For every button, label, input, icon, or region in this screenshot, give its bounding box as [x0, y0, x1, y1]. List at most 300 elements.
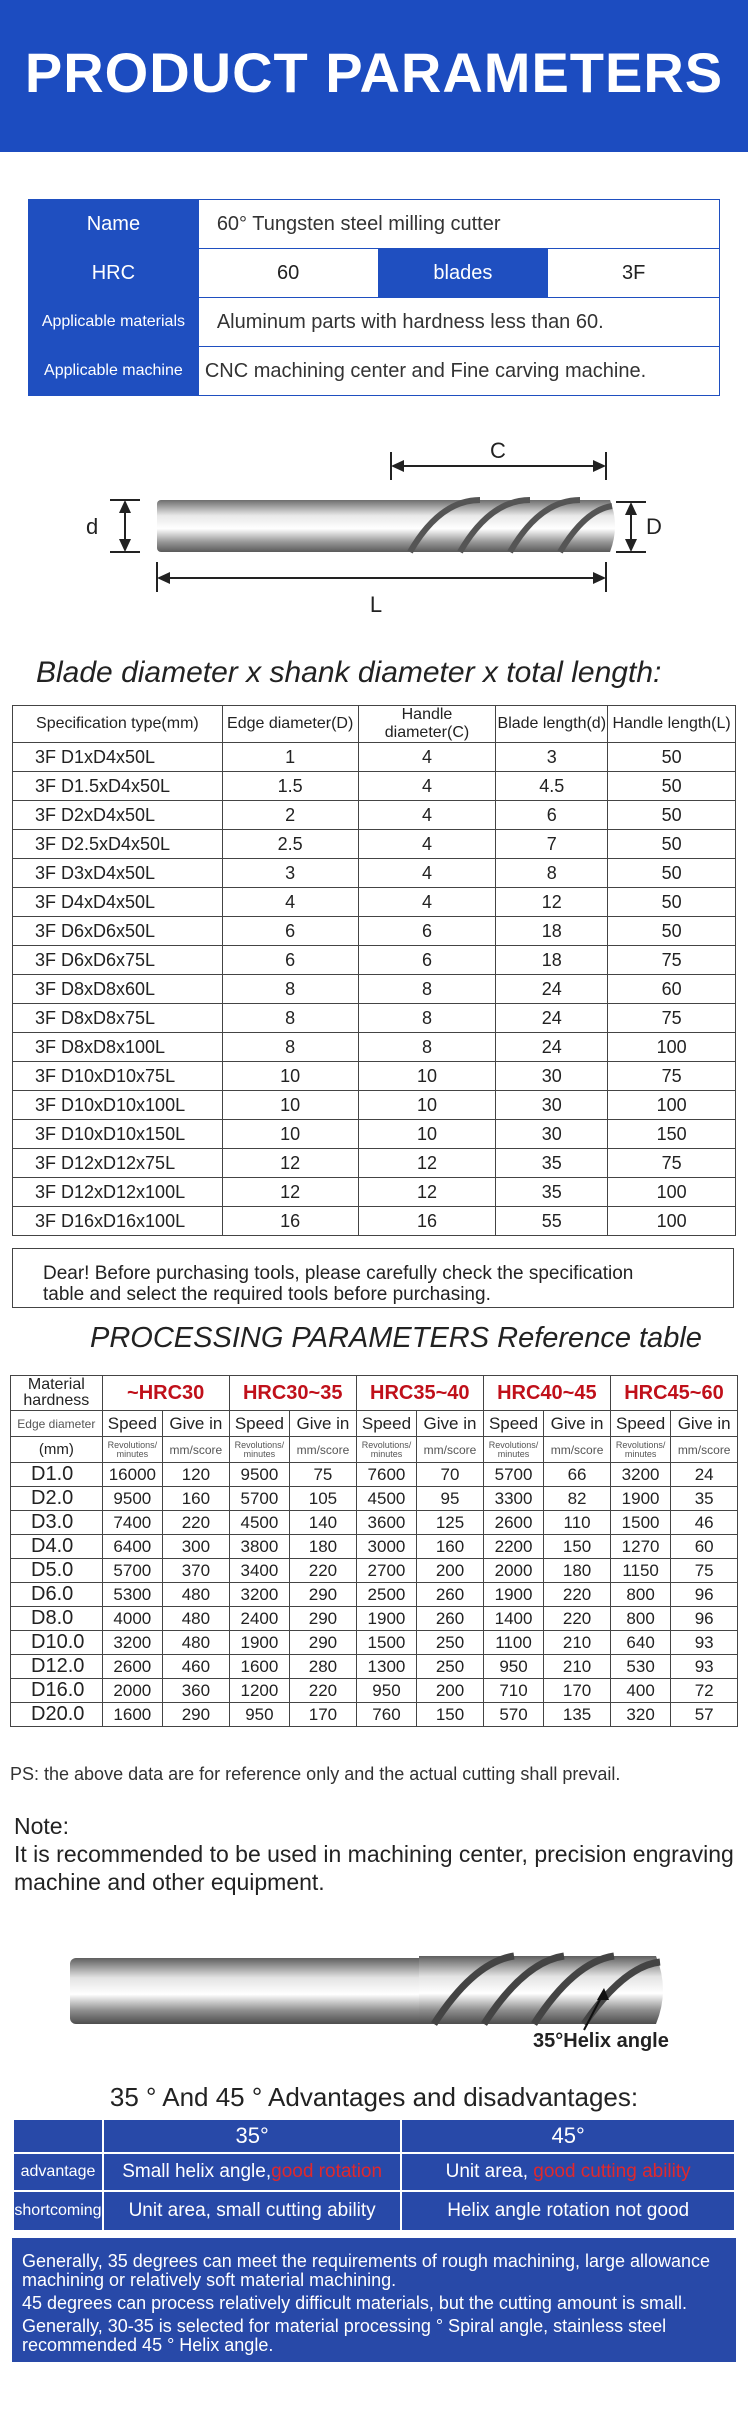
spec-cell: 10	[358, 1120, 496, 1149]
table-row	[13, 743, 736, 772]
parameter-cell: 220	[544, 1607, 611, 1631]
ps-note: PS: the above data are for reference only and the actual cutting shall prevail.	[10, 1764, 621, 1784]
parameter-cell: 1500	[356, 1631, 416, 1655]
label-l: L	[369, 592, 383, 617]
parameter-cell: 220	[163, 1511, 230, 1535]
material-hardness-label: Material hardness	[11, 1376, 103, 1411]
parameter-cell: 5300	[102, 1583, 162, 1607]
speed-label: Speed	[356, 1411, 416, 1437]
parameter-cell: 290	[290, 1631, 357, 1655]
parameter-cell: 800	[610, 1607, 670, 1631]
parameter-cell: 710	[483, 1679, 543, 1703]
parameter-cell: 57	[671, 1703, 738, 1727]
parameter-cell: 1400	[483, 1607, 543, 1631]
advantage-45	[401, 2153, 735, 2191]
parameter-cell: 300	[163, 1535, 230, 1559]
parameter-cell: 5700	[229, 1487, 289, 1511]
table-row	[11, 1655, 738, 1679]
spec-cell: 8	[358, 1033, 496, 1062]
spec-cell: 50	[608, 743, 736, 772]
parameter-cell: 370	[163, 1559, 230, 1583]
give-label: Give in	[163, 1411, 230, 1437]
spec-cell: 24	[496, 1033, 608, 1062]
give-label: Give in	[544, 1411, 611, 1437]
spec-cell: 6	[222, 917, 358, 946]
spec-cell: 4	[222, 888, 358, 917]
corner-cell	[13, 2119, 103, 2153]
spec-cell: 4	[358, 772, 496, 801]
hardness-group: HRC35~40	[356, 1376, 483, 1411]
table-row	[13, 888, 736, 917]
table-row	[13, 1004, 736, 1033]
parameter-cell: 4000	[102, 1607, 162, 1631]
machine-value: CNC machining center and Fine carving machine.	[198, 347, 719, 396]
parameter-cell: 260	[417, 1583, 484, 1607]
spec-cell: 3F D1.5xD4x50L	[13, 772, 223, 801]
materials-value: Aluminum parts with hardness less than 60.	[198, 298, 719, 347]
advantage-35-highlight: good rotation	[271, 2161, 383, 2182]
spec-cell: 4	[358, 888, 496, 917]
spec-cell: 3F D3xD4x50L	[13, 859, 223, 888]
edge-diameter-cell: D10.0	[11, 1631, 103, 1655]
give-label: Give in	[290, 1411, 357, 1437]
parameter-cell: 1100	[483, 1631, 543, 1655]
blades-label: blades	[378, 249, 548, 298]
advantage-35	[103, 2153, 401, 2191]
spec-cell: 3F D10xD10x100L	[13, 1091, 223, 1120]
spec-cell: 1	[222, 743, 358, 772]
speed-label: Speed	[483, 1411, 543, 1437]
spec-cell: 100	[608, 1091, 736, 1120]
parameter-cell: 2500	[356, 1583, 416, 1607]
table-row	[11, 1703, 738, 1727]
table-row	[13, 1033, 736, 1062]
parameter-cell: 3000	[356, 1535, 416, 1559]
table-row	[11, 1583, 738, 1607]
spec-cell: 3F D1xD4x50L	[13, 743, 223, 772]
spec-header-row	[13, 706, 736, 743]
parameter-cell: 320	[610, 1703, 670, 1727]
spec-cell: 100	[608, 1178, 736, 1207]
col-45-header: 45°	[401, 2119, 735, 2153]
spec-cell: 8	[496, 859, 608, 888]
spec-cell: 100	[608, 1207, 736, 1236]
parameter-cell: 75	[290, 1463, 357, 1487]
speed-label: Speed	[102, 1411, 162, 1437]
shortcoming-35: Unit area, small cutting ability	[103, 2191, 401, 2231]
parameter-cell: 1900	[229, 1631, 289, 1655]
table-row	[13, 917, 736, 946]
parameter-cell: 3200	[610, 1463, 670, 1487]
table-row	[13, 772, 736, 801]
edge-diameter-cell: D20.0	[11, 1703, 103, 1727]
spec-cell: 35	[496, 1178, 608, 1207]
spec-cell: 3F D16xD16x100L	[13, 1207, 223, 1236]
spec-cell: 75	[608, 1004, 736, 1033]
table-row	[13, 1178, 736, 1207]
spec-cell: 30	[496, 1120, 608, 1149]
spec-cell: 10	[222, 1120, 358, 1149]
parameter-cell: 150	[544, 1535, 611, 1559]
parameter-cell: 180	[544, 1559, 611, 1583]
spec-cell: 50	[608, 859, 736, 888]
product-info-table	[28, 199, 720, 396]
spec-cell: 3	[496, 743, 608, 772]
spec-cell: 3F D12xD12x100L	[13, 1178, 223, 1207]
parameter-cell: 7600	[356, 1463, 416, 1487]
parameter-cell: 760	[356, 1703, 416, 1727]
parameter-cell: 5700	[102, 1559, 162, 1583]
parameter-cell: 2600	[102, 1655, 162, 1679]
parameter-cell: 1900	[483, 1583, 543, 1607]
parameter-cell: 9500	[102, 1487, 162, 1511]
mm-label: (mm)	[11, 1437, 103, 1463]
spec-cell: 8	[222, 975, 358, 1004]
parameter-cell: 93	[671, 1631, 738, 1655]
table-row	[13, 946, 736, 975]
spec-cell: 55	[496, 1207, 608, 1236]
spec-header: Blade length(d)	[496, 706, 608, 743]
spec-cell: 4	[358, 801, 496, 830]
edge-diameter-cell: D2.0	[11, 1487, 103, 1511]
spec-cell: 2.5	[222, 830, 358, 859]
table-row	[13, 1062, 736, 1091]
spec-cell: 75	[608, 1062, 736, 1091]
spec-cell: 50	[608, 888, 736, 917]
machine-label: Applicable machine	[29, 347, 199, 396]
spec-cell: 3F D10xD10x75L	[13, 1062, 223, 1091]
parameter-cell: 180	[290, 1535, 357, 1559]
table-row	[13, 1149, 736, 1178]
spec-cell: 3F D2.5xD4x50L	[13, 830, 223, 859]
advantage-35-text: Small helix angle,	[122, 2161, 272, 2182]
spec-heading: Blade diameter x shank diameter x total length:	[36, 656, 662, 689]
parameter-cell: 16000	[102, 1463, 162, 1487]
parameter-cell: 480	[163, 1631, 230, 1655]
edge-diameter-cell: D6.0	[11, 1583, 103, 1607]
parameter-cell: 1270	[610, 1535, 670, 1559]
spec-cell: 8	[222, 1033, 358, 1062]
parameter-cell: 96	[671, 1607, 738, 1631]
table-row	[11, 1607, 738, 1631]
table-row	[13, 1091, 736, 1120]
spec-cell: 2	[222, 801, 358, 830]
parameter-cell: 1300	[356, 1655, 416, 1679]
spec-cell: 3F D4xD4x50L	[13, 888, 223, 917]
parameter-cell: 480	[163, 1583, 230, 1607]
advantages-title: 35 ° And 45 ° Advantages and disadvantages:	[109, 2082, 639, 2112]
summary-line: Generally, 30-35 is selected for material processing ° Spiral angle, stainless steel recommended 45 ° Helix angle.	[22, 2316, 667, 2355]
name-label: Name	[29, 200, 199, 249]
spec-cell: 7	[496, 830, 608, 859]
summary-line: Generally, 35 degrees can meet the requirements of rough machining, large allowance machining or relatively soft material machining.	[22, 2251, 711, 2290]
parameter-cell: 530	[610, 1655, 670, 1679]
parameter-cell: 800	[610, 1583, 670, 1607]
parameter-cell: 950	[356, 1679, 416, 1703]
spec-cell: 50	[608, 917, 736, 946]
edge-diameter-label: Edge diameter	[11, 1411, 103, 1437]
spec-cell: 12	[222, 1149, 358, 1178]
spec-cell: 12	[358, 1149, 496, 1178]
hardness-group: ~HRC30	[102, 1376, 229, 1411]
speed-unit: Revolutions/ minutes	[483, 1437, 543, 1463]
parameter-cell: 3200	[102, 1631, 162, 1655]
spec-cell: 50	[608, 801, 736, 830]
parameter-cell: 140	[290, 1511, 357, 1535]
speed-unit: Revolutions/ minutes	[229, 1437, 289, 1463]
parameter-cell: 9500	[229, 1463, 289, 1487]
hardness-group: HRC30~35	[229, 1376, 356, 1411]
spec-cell: 75	[608, 946, 736, 975]
helix-cutter-image	[64, 1948, 684, 2038]
label-d-small: d	[86, 514, 99, 539]
page-title: PRODUCT PARAMETERS	[24, 41, 724, 104]
edge-diameter-cell: D16.0	[11, 1679, 103, 1703]
specification-table	[12, 705, 736, 1236]
spec-cell: 100	[608, 1033, 736, 1062]
parameter-cell: 290	[290, 1583, 357, 1607]
spec-cell: 3F D12xD12x75L	[13, 1149, 223, 1178]
cutter-dimension-diagram	[80, 440, 680, 630]
table-row	[11, 1511, 738, 1535]
spec-cell: 12	[358, 1178, 496, 1207]
parameter-cell: 72	[671, 1679, 738, 1703]
parameter-cell: 150	[417, 1703, 484, 1727]
spec-cell: 4	[358, 743, 496, 772]
parameter-cell: 950	[483, 1655, 543, 1679]
speed-unit: Revolutions/ minutes	[610, 1437, 670, 1463]
parameter-cell: 70	[417, 1463, 484, 1487]
table-row	[13, 1207, 736, 1236]
spec-cell: 1.5	[222, 772, 358, 801]
parameter-cell: 2700	[356, 1559, 416, 1583]
parameter-cell: 280	[290, 1655, 357, 1679]
summary-box	[12, 2238, 736, 2362]
parameter-cell: 35	[671, 1487, 738, 1511]
spec-cell: 24	[496, 1004, 608, 1033]
parameter-cell: 210	[544, 1655, 611, 1679]
give-label: Give in	[417, 1411, 484, 1437]
spec-cell: 3	[222, 859, 358, 888]
parameter-cell: 105	[290, 1487, 357, 1511]
edge-diameter-cell: D3.0	[11, 1511, 103, 1535]
parameter-cell: 3800	[229, 1535, 289, 1559]
table-row	[11, 1559, 738, 1583]
processing-heading: PROCESSING PARAMETERS Reference table	[90, 1322, 702, 1354]
table-row	[11, 1679, 738, 1703]
parameter-cell: 160	[417, 1535, 484, 1559]
table-row	[11, 1487, 738, 1511]
spec-cell: 3F D8xD8x75L	[13, 1004, 223, 1033]
parameter-cell: 2400	[229, 1607, 289, 1631]
parameter-cell: 220	[544, 1583, 611, 1607]
edge-diameter-cell: D4.0	[11, 1535, 103, 1559]
parameter-cell: 1900	[610, 1487, 670, 1511]
parameter-cell: 96	[671, 1583, 738, 1607]
spec-cell: 10	[222, 1062, 358, 1091]
purchase-notice	[12, 1248, 734, 1308]
speed-unit: Revolutions/ minutes	[356, 1437, 416, 1463]
processing-parameters-table	[10, 1375, 738, 1727]
materials-label: Applicable materials	[29, 298, 199, 347]
parameter-cell: 160	[163, 1487, 230, 1511]
parameter-cell: 260	[417, 1607, 484, 1631]
parameter-cell: 1600	[102, 1703, 162, 1727]
spec-cell: 4	[358, 859, 496, 888]
parameter-cell: 570	[483, 1703, 543, 1727]
parameter-cell: 290	[163, 1703, 230, 1727]
edge-diameter-cell: D12.0	[11, 1655, 103, 1679]
spec-cell: 3F D6xD6x50L	[13, 917, 223, 946]
edge-diameter-cell: D5.0	[11, 1559, 103, 1583]
parameter-cell: 290	[290, 1607, 357, 1631]
parameter-cell: 400	[610, 1679, 670, 1703]
shortcoming-label: shortcoming	[13, 2191, 103, 2231]
notice-line: Dear! Before purchasing tools, please carefully check the specification	[43, 1263, 634, 1284]
col-35-header: 35°	[103, 2119, 401, 2153]
edge-diameter-cell: D8.0	[11, 1607, 103, 1631]
parameter-cell: 4500	[229, 1511, 289, 1535]
note-body: It is recommended to be used in machining center, precision engraving machine and other equipment.	[14, 1841, 734, 1895]
parameter-cell: 3300	[483, 1487, 543, 1511]
speed-unit: Revolutions/ minutes	[102, 1437, 162, 1463]
edge-diameter-cell: D1.0	[11, 1463, 103, 1487]
parameter-cell: 200	[417, 1559, 484, 1583]
spec-header: Edge diameter(D)	[222, 706, 358, 743]
advantages-table	[12, 2118, 736, 2232]
spec-cell: 3F D2xD4x50L	[13, 801, 223, 830]
parameter-cell: 360	[163, 1679, 230, 1703]
spec-cell: 6	[358, 917, 496, 946]
table-row	[13, 1120, 736, 1149]
parameter-cell: 640	[610, 1631, 670, 1655]
spec-cell: 3F D10xD10x150L	[13, 1120, 223, 1149]
spec-cell: 6	[496, 801, 608, 830]
summary-line: 45 degrees can process relatively difficult materials, but the cutting amount is small.	[22, 2293, 687, 2313]
parameter-cell: 5700	[483, 1463, 543, 1487]
parameter-cell: 2000	[102, 1679, 162, 1703]
table-row	[11, 1631, 738, 1655]
spec-header: Handle diameter(C)	[358, 706, 496, 743]
shortcoming-45: Helix angle rotation not good	[401, 2191, 735, 2231]
spec-cell: 10	[358, 1062, 496, 1091]
parameter-cell: 2000	[483, 1559, 543, 1583]
parameter-cell: 75	[671, 1559, 738, 1583]
parameter-cell: 2200	[483, 1535, 543, 1559]
parameter-cell: 2600	[483, 1511, 543, 1535]
label-c: C	[490, 440, 506, 463]
parameter-cell: 60	[671, 1535, 738, 1559]
speed-label: Speed	[610, 1411, 670, 1437]
table-row	[13, 830, 736, 859]
note-block	[14, 1812, 734, 1896]
name-value: 60° Tungsten steel milling cutter	[198, 200, 719, 249]
parameter-cell: 210	[544, 1631, 611, 1655]
hardness-group: HRC45~60	[610, 1376, 737, 1411]
spec-cell: 50	[608, 830, 736, 859]
spec-cell: 4	[358, 830, 496, 859]
parameter-cell: 1150	[610, 1559, 670, 1583]
table-row	[13, 859, 736, 888]
spec-cell: 30	[496, 1091, 608, 1120]
parameter-cell: 93	[671, 1655, 738, 1679]
spec-cell: 60	[608, 975, 736, 1004]
spec-cell: 150	[608, 1120, 736, 1149]
spec-cell: 18	[496, 946, 608, 975]
helix-angle-label: 35°Helix angle	[533, 2030, 669, 2052]
blades-value: 3F	[548, 249, 720, 298]
parameter-cell: 110	[544, 1511, 611, 1535]
give-unit: mm/score	[417, 1437, 484, 1463]
spec-cell: 12	[222, 1178, 358, 1207]
advantage-label: advantage	[13, 2153, 103, 2191]
parameter-cell: 480	[163, 1607, 230, 1631]
spec-cell: 35	[496, 1149, 608, 1178]
spec-cell: 3F D6xD6x75L	[13, 946, 223, 975]
table-row	[11, 1463, 738, 1487]
give-unit: mm/score	[163, 1437, 230, 1463]
parameter-cell: 6400	[102, 1535, 162, 1559]
spec-cell: 12	[496, 888, 608, 917]
parameter-cell: 170	[290, 1703, 357, 1727]
spec-cell: 8	[358, 1004, 496, 1033]
parameter-cell: 220	[290, 1559, 357, 1583]
parameter-cell: 66	[544, 1463, 611, 1487]
parameter-cell: 3200	[229, 1583, 289, 1607]
table-row	[13, 975, 736, 1004]
parameter-cell: 3400	[229, 1559, 289, 1583]
spec-cell: 18	[496, 917, 608, 946]
spec-cell: 16	[358, 1207, 496, 1236]
spec-cell: 24	[496, 975, 608, 1004]
parameter-cell: 125	[417, 1511, 484, 1535]
speed-label: Speed	[229, 1411, 289, 1437]
give-unit: mm/score	[671, 1437, 738, 1463]
parameter-cell: 200	[417, 1679, 484, 1703]
parameter-cell: 460	[163, 1655, 230, 1679]
parameter-cell: 24	[671, 1463, 738, 1487]
spec-cell: 6	[222, 946, 358, 975]
spec-cell: 8	[358, 975, 496, 1004]
parameter-cell: 1900	[356, 1607, 416, 1631]
parameter-cell: 1600	[229, 1655, 289, 1679]
parameter-cell: 46	[671, 1511, 738, 1535]
parameter-cell: 4500	[356, 1487, 416, 1511]
advantage-45-text: Unit area,	[445, 2161, 534, 2182]
spec-cell: 3F D8xD8x60L	[13, 975, 223, 1004]
parameter-cell: 135	[544, 1703, 611, 1727]
note-title: Note:	[14, 1813, 69, 1839]
parameter-cell: 170	[544, 1679, 611, 1703]
cutter-shank	[157, 500, 397, 552]
spec-header: Handle length(L)	[608, 706, 736, 743]
label-d-big: D	[646, 514, 662, 539]
parameter-cell: 220	[290, 1679, 357, 1703]
parameter-cell: 120	[163, 1463, 230, 1487]
hrc-value: 60	[198, 249, 378, 298]
table-row	[13, 801, 736, 830]
parameter-cell: 250	[417, 1655, 484, 1679]
cutter-flutes	[390, 500, 615, 552]
table-row	[11, 1535, 738, 1559]
spec-cell: 10	[222, 1091, 358, 1120]
spec-cell: 16	[222, 1207, 358, 1236]
parameter-cell: 7400	[102, 1511, 162, 1535]
spec-cell: 6	[358, 946, 496, 975]
parameter-cell: 950	[229, 1703, 289, 1727]
spec-cell: 50	[608, 772, 736, 801]
parameter-cell: 250	[417, 1631, 484, 1655]
